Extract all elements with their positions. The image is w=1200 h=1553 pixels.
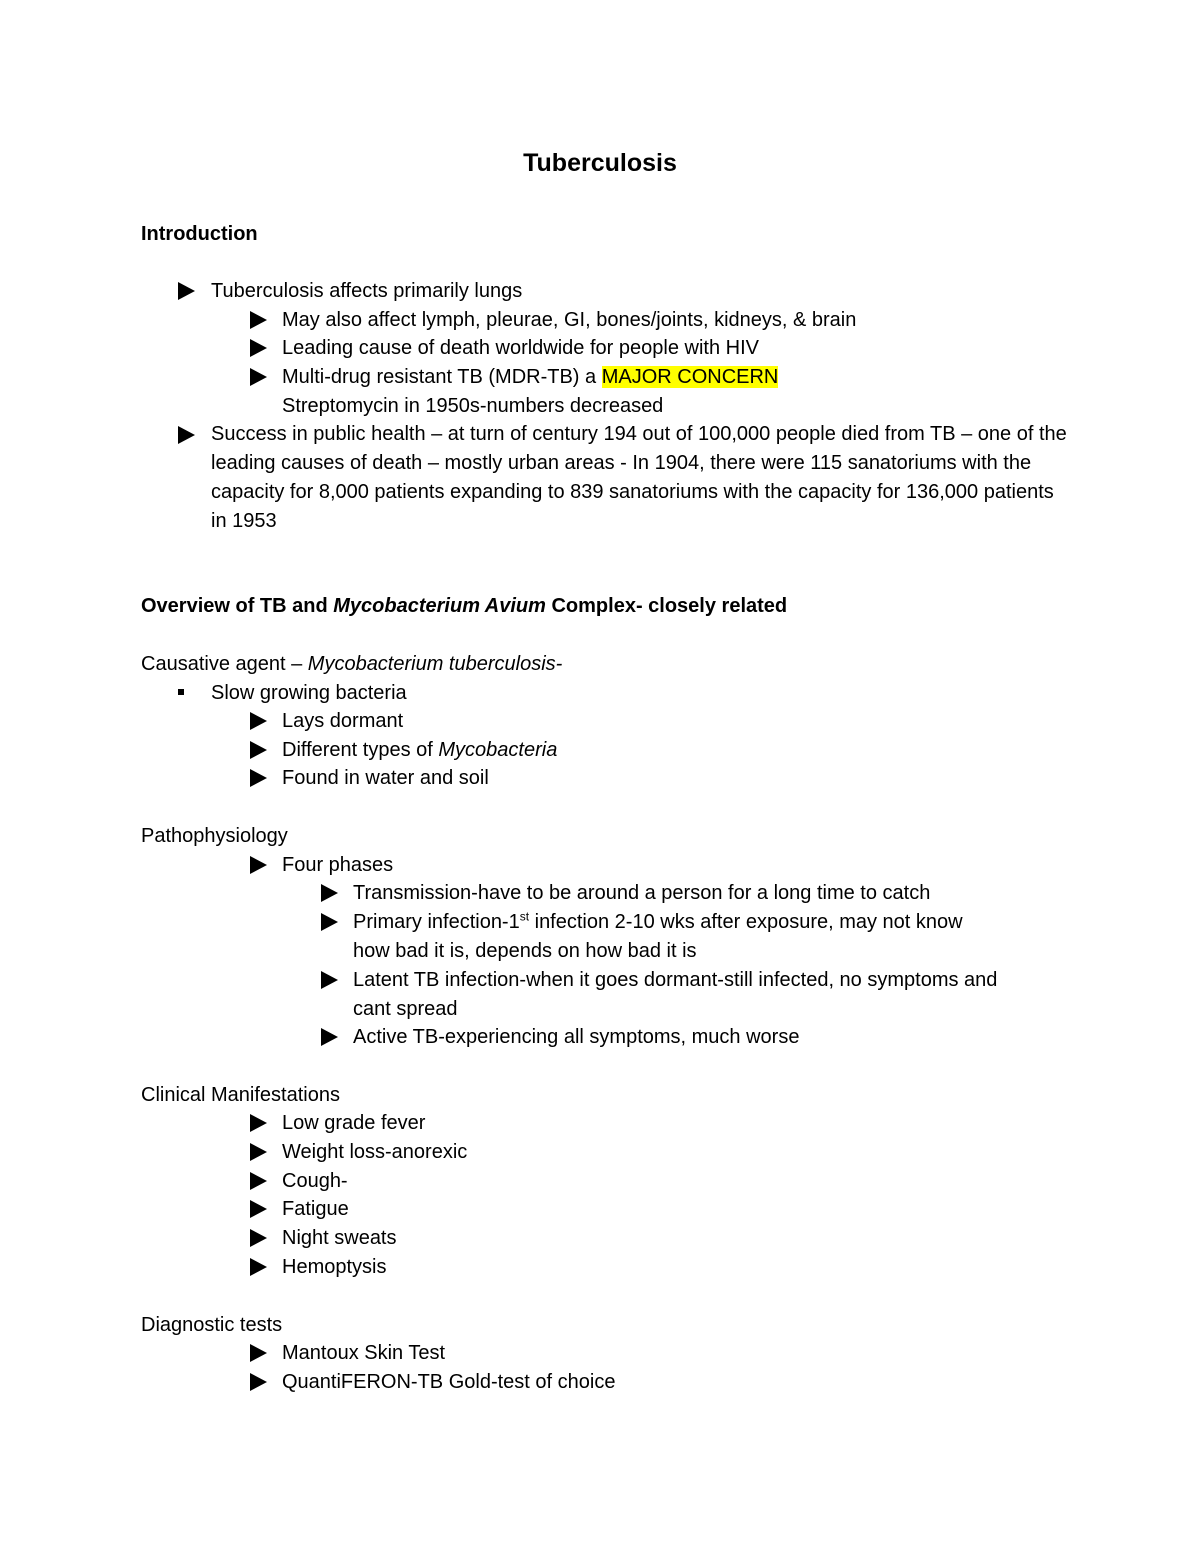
page-title: Tuberculosis <box>523 149 677 177</box>
list-item: Found in water and soil <box>282 767 489 789</box>
primary-infection-rest: infection 2-10 wks after exposure, may not know <box>529 911 963 933</box>
arrow-bullet-icon <box>250 712 267 730</box>
list-item: Leading cause of death worldwide for people with HIV <box>282 337 759 359</box>
arrow-bullet-icon <box>321 913 338 931</box>
arrow-bullet-icon <box>250 1172 267 1190</box>
superscript-st: st <box>519 909 530 924</box>
arrow-bullet-icon <box>250 1114 267 1132</box>
arrow-bullet-icon <box>250 741 267 759</box>
list-item: May also affect lymph, pleurae, GI, bones/joints, kidneys, & brain <box>282 309 857 331</box>
arrow-bullet-icon <box>250 1229 267 1247</box>
arrow-bullet-icon <box>250 339 267 357</box>
list-item <box>282 363 778 391</box>
clinical-manifestations-heading: Clinical Manifestations <box>141 1084 340 1106</box>
arrow-bullet-icon <box>250 1143 267 1161</box>
mycobacteria-italic: Mycobacteria <box>438 739 558 761</box>
arrow-bullet-icon <box>321 1028 338 1046</box>
arrow-bullet-icon <box>178 282 195 300</box>
list-item: QuantiFERON-TB Gold-test of choice <box>282 1371 616 1393</box>
list-item: Hemoptysis <box>282 1256 387 1278</box>
arrow-bullet-icon <box>250 1373 267 1391</box>
overview-heading-pre: Overview of TB and <box>141 595 334 617</box>
major-concern-highlight: MAJOR CONCERN <box>601 366 779 388</box>
overview-heading <box>141 592 787 620</box>
list-item: Slow growing bacteria <box>211 682 407 704</box>
list-item: Four phases <box>282 854 394 876</box>
list-item: Active TB-experiencing all symptoms, much worse <box>353 1026 800 1048</box>
arrow-bullet-icon <box>250 1200 267 1218</box>
arrow-bullet-icon <box>250 1344 267 1362</box>
introduction-heading: Introduction <box>141 223 258 245</box>
list-item <box>353 908 963 936</box>
overview-heading-italic: Mycobacterium Avium <box>333 595 546 617</box>
arrow-bullet-icon <box>250 856 267 874</box>
causative-label-italic: Mycobacterium tuberculosis- <box>307 653 563 675</box>
list-item: Mantoux Skin Test <box>282 1342 446 1364</box>
arrow-bullet-icon <box>250 769 267 787</box>
pathophysiology-heading: Pathophysiology <box>141 825 288 847</box>
list-item: Lays dormant <box>282 710 404 732</box>
primary-infection-text: Primary infection-1 <box>353 911 520 933</box>
diagnostic-tests-heading: Diagnostic tests <box>141 1314 283 1336</box>
mdr-text: Multi-drug resistant TB (MDR-TB) a <box>282 366 602 388</box>
square-bullet-icon <box>178 689 184 695</box>
list-item <box>282 736 557 764</box>
causative-agent-label <box>141 650 562 678</box>
overview-heading-post: Complex- closely related <box>545 595 788 617</box>
arrow-bullet-icon <box>250 368 267 386</box>
arrow-bullet-icon <box>321 884 338 902</box>
list-item: Transmission-have to be around a person for a long time to catch <box>353 882 931 904</box>
list-item: Cough- <box>282 1170 348 1192</box>
list-item-continuation: Streptomycin in 1950s-numbers decreased <box>282 395 664 417</box>
arrow-bullet-icon <box>250 311 267 329</box>
arrow-bullet-icon <box>321 971 338 989</box>
list-item: Low grade fever <box>282 1112 426 1134</box>
list-item: Night sweats <box>282 1227 397 1249</box>
list-item: Weight loss-anorexic <box>282 1141 468 1163</box>
arrow-bullet-icon <box>178 426 195 444</box>
list-item: Fatigue <box>282 1198 349 1220</box>
arrow-bullet-icon <box>250 1258 267 1276</box>
list-item-continuation: how bad it is, depends on how bad it is <box>353 940 697 962</box>
list-item-continuation: cant spread <box>353 998 458 1020</box>
types-text: Different types of <box>282 739 439 761</box>
list-item: Tuberculosis affects primarily lungs <box>211 280 523 302</box>
public-health-paragraph: Success in public health – at turn of century 194 out of 100,000 people died from TB – one of the leading causes of death – mostly urban areas - In 1904, there were 115 sanatoriums with the capacity for 8,000 patients expanding to 839 sanatoriums with the capacity for 136,000 patients in 1953 <box>211 423 1067 532</box>
list-item: Latent TB infection-when it goes dormant-still infected, no symptoms and <box>353 969 998 991</box>
causative-label-pre: Causative agent – <box>141 653 308 675</box>
